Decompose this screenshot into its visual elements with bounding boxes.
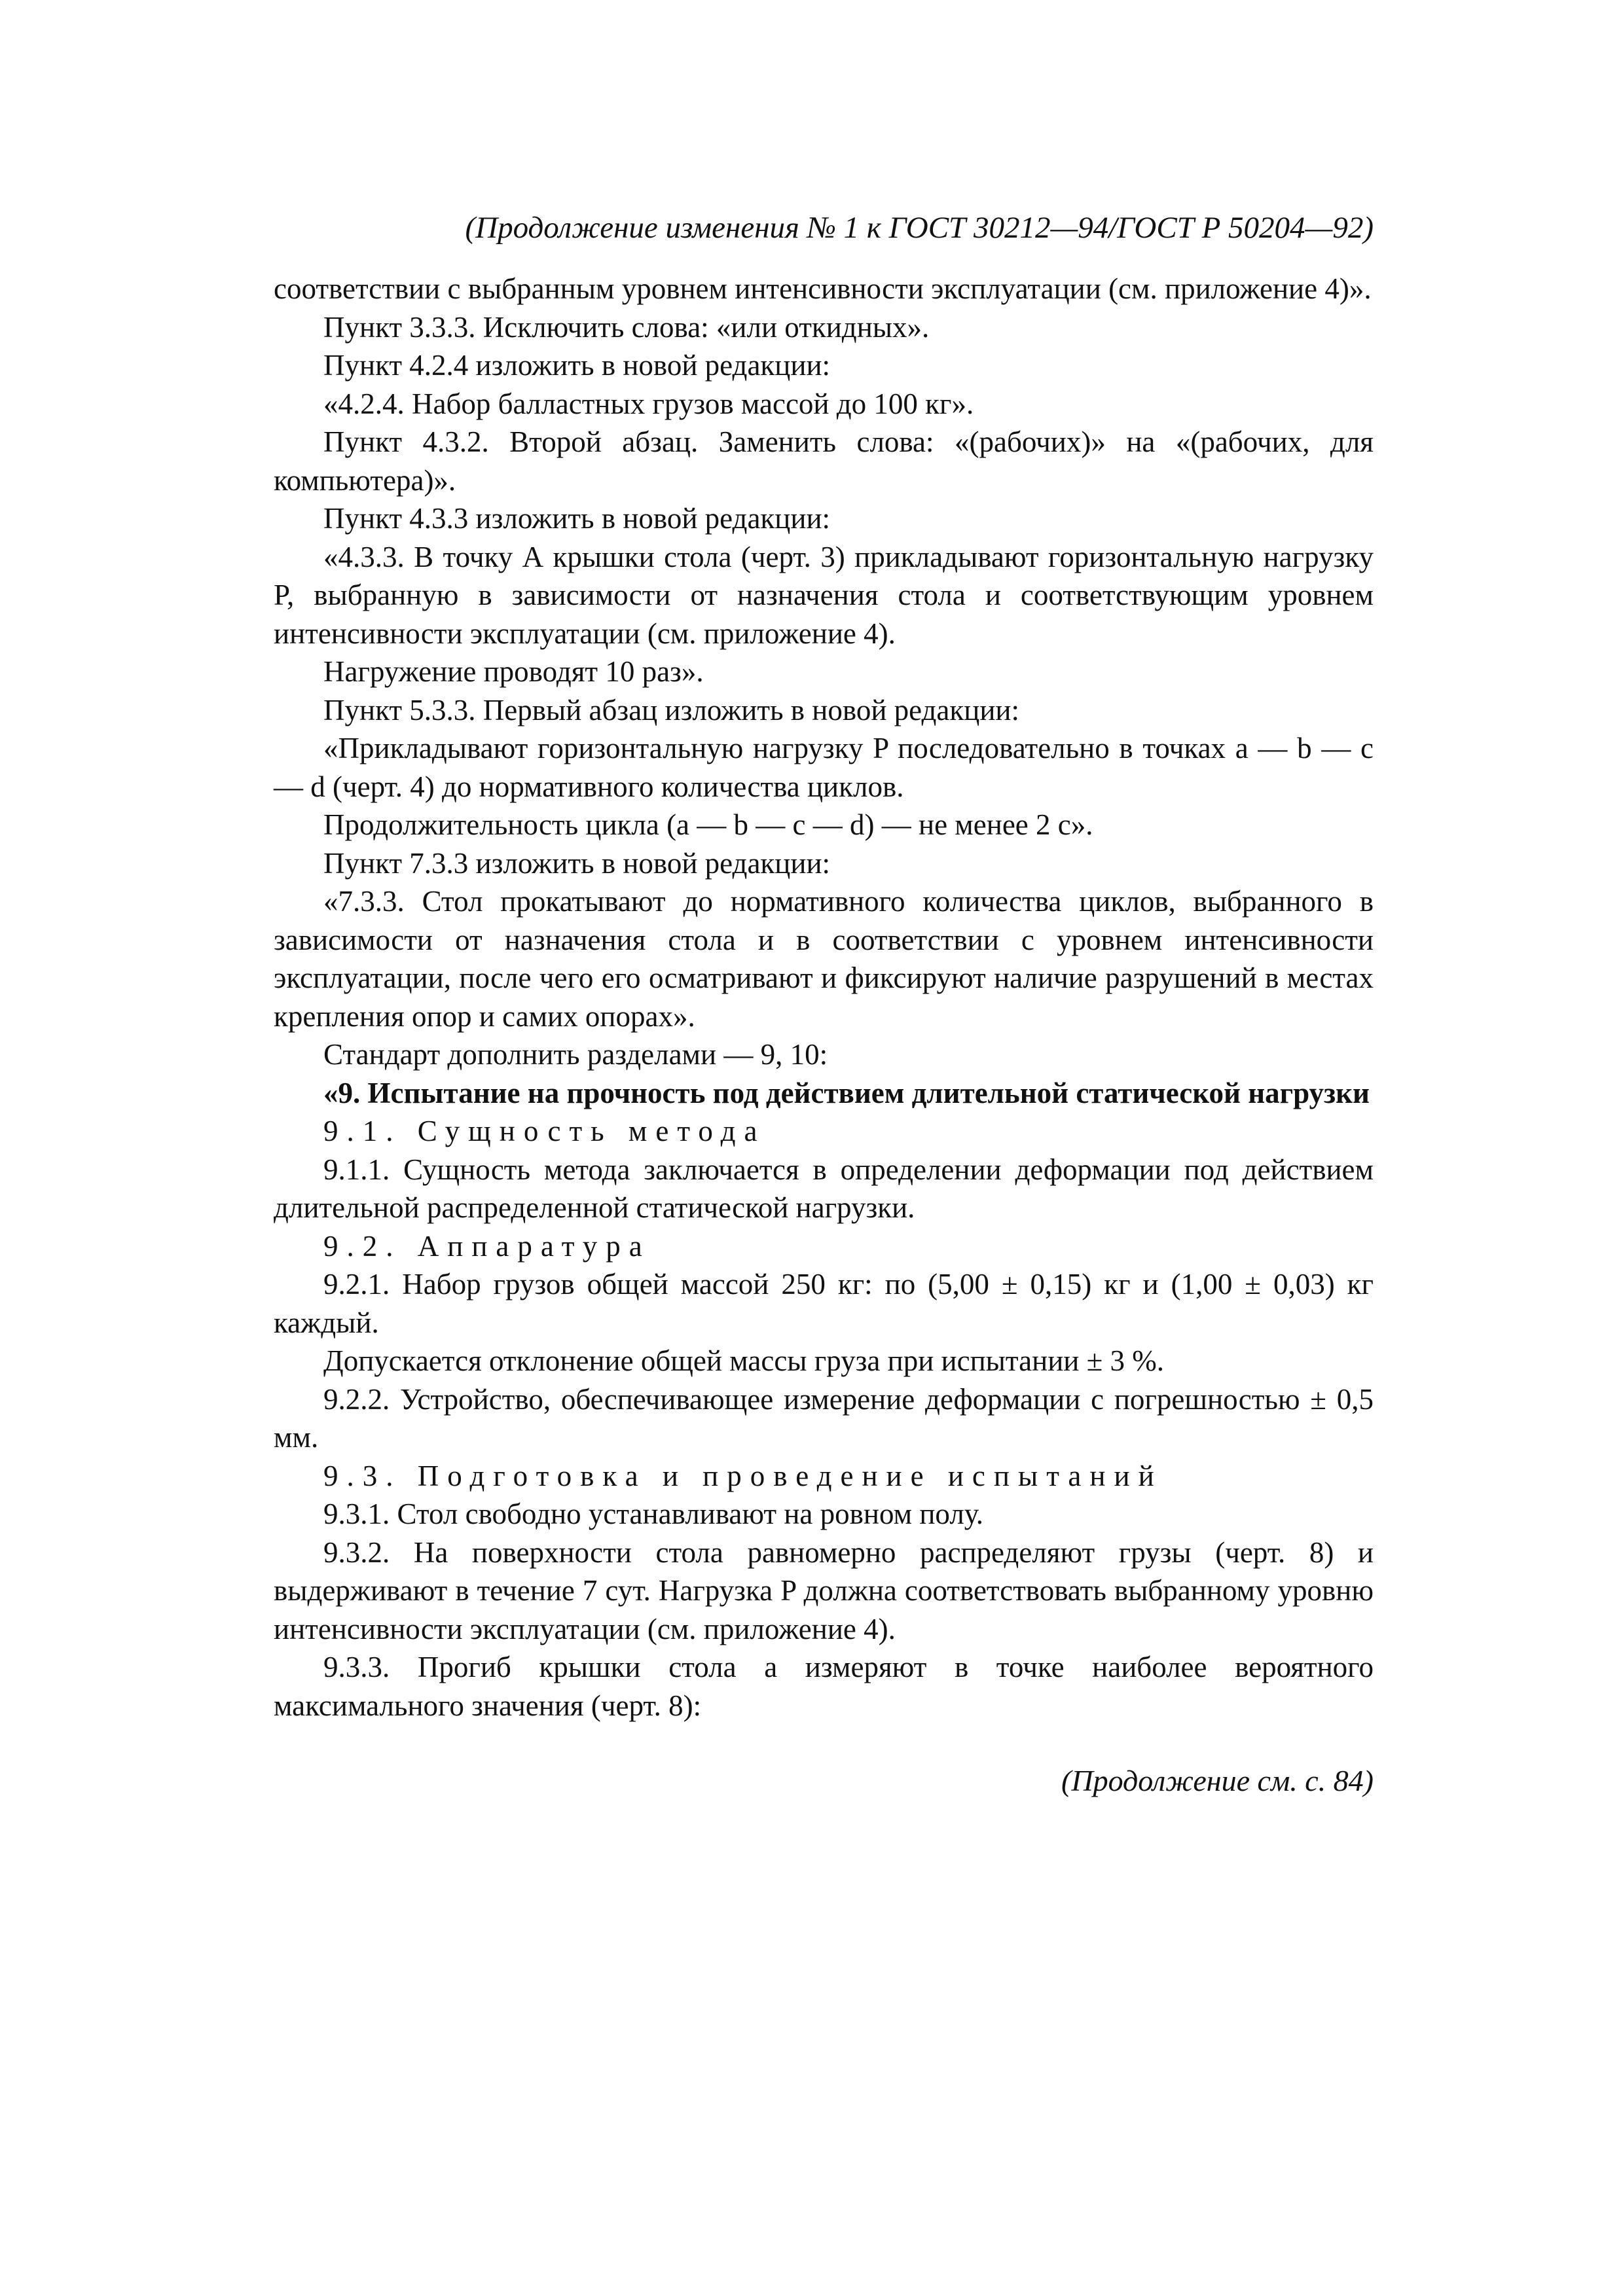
paragraph: Пункт 3.3.3. Исключить слова: «или откидных». [323, 310, 930, 344]
paragraph: 9.2.1. Набор грузов общей массой 250 кг: по (5,00 ± 0,15) кг и (1,00 ± 0,03) кг каждый. [274, 1268, 1374, 1339]
paragraph: Пункт 5.3.3. Первый абзац изложить в новой редакции: [323, 693, 1020, 726]
paragraph: Продолжительность цикла (a — b — c — d) — не менее 2 с». [323, 808, 1093, 841]
paragraph: 9.2.2. Устройство, обеспечивающее измерение деформации с погрешностью ± 0,5 мм. [274, 1382, 1374, 1454]
paragraph: Пункт 7.3.3 изложить в новой редакции: [323, 846, 831, 880]
paragraph: Допускается отклонение общей массы груза при испытании ± 3 %. [323, 1344, 1165, 1377]
subsection-heading: 9.1. Сущность метода [323, 1115, 766, 1147]
paragraph: 9.3.1. Стол свободно устанавливают на ровном полу. [323, 1498, 984, 1530]
paragraph: Нагружение проводят 10 раз». [323, 655, 704, 688]
paragraph: Пункт 4.3.2. Второй абзац. Заменить слова: «(рабочих)» на «(рабочих, для компьютера)». [274, 425, 1374, 497]
paragraph: 9.3.2. На поверхности стола равномерно распределяют грузы (черт. 8) и выдерживают в течение 7 сут. Нагрузка P должна соответствовать выбранному уровню интенсивности эксплуатации (см. приложение 4). [274, 1535, 1374, 1645]
paragraph: Пункт 4.3.3 изложить в новой редакции: [323, 502, 831, 535]
paragraph: Пункт 4.2.4 изложить в новой редакции: [323, 349, 831, 382]
subsection-heading: 9.3. Подготовка и проведение испытаний [323, 1459, 1163, 1492]
paragraph: 9.3.3. Прогиб крышки стола a измеряют в точке наиболее вероятного максимального значения (черт. 8): [274, 1651, 1374, 1722]
subsection-heading: 9.2. Аппаратура [323, 1229, 651, 1263]
paragraph: «Прикладывают горизонтальную нагрузку P последовательно в точках a — b — c — d (черт. 4) до нормативного количества циклов. [274, 732, 1374, 803]
paragraph: Стандарт дополнить разделами — 9, 10: [323, 1038, 828, 1071]
document-page [274, 208, 1374, 1801]
paragraph: 9.1.1. Сущность метода заключается в определении деформации под действием длительной распределенной статической нагрузки. [274, 1153, 1374, 1224]
paragraph: «4.3.3. В точку А крышки стола (черт. 3) прикладывают горизонтальную нагрузку P, выбранную в зависимости от назначения стола и соответствующим уровнем интенсивности эксплуатации (см. приложение 4). [274, 540, 1374, 650]
page-footer: (Продолжение см. с. 84) [1061, 1764, 1374, 1797]
paragraph: «7.3.3. Стол прокатывают до нормативного количества циклов, выбранного в зависимости от назначения стола и в соответствии с уровнем интенсивности эксплуатации, после чего его осматривают и фиксируют наличие разрушений в местах крепления опор и самих опорах». [274, 885, 1374, 1033]
paragraph: соответствии с выбранным уровнем интенсивности эксплуатации (см. приложение 4)». [274, 272, 1372, 305]
page-header: (Продолжение изменения № 1 к ГОСТ 30212—94/ГОСТ Р 50204—92) [465, 211, 1374, 245]
paragraph: «4.2.4. Набор балластных грузов массой до 100 кг». [323, 387, 974, 420]
section-heading: «9. Испытание на прочность под действием длительной статической нагрузки [323, 1076, 1370, 1109]
